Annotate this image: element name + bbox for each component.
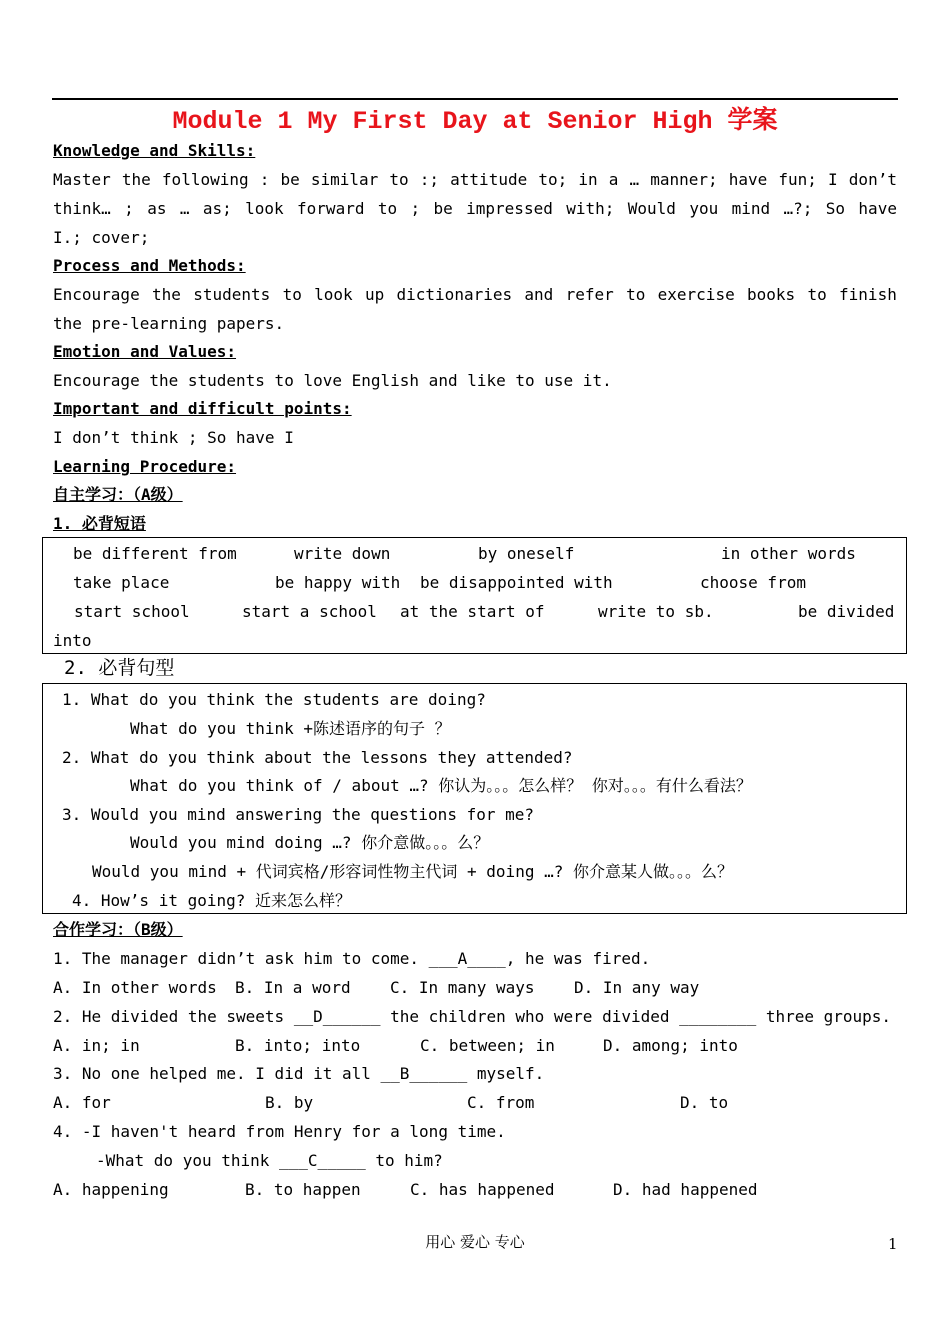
option: A. happening — [53, 1180, 169, 1199]
word: to — [626, 285, 646, 304]
phrase-item: be divided — [798, 602, 895, 621]
word: Would — [627, 199, 676, 218]
page-number: 1 — [888, 1235, 898, 1253]
sentence-line: Would you mind doing …? 你介意做。。。么？ — [130, 833, 490, 852]
option: D. had happened — [613, 1180, 758, 1199]
word: So — [825, 199, 846, 218]
word: look — [245, 199, 284, 218]
word: and — [524, 285, 554, 304]
word: … — [629, 170, 640, 189]
option: A. In other words — [53, 978, 217, 997]
question-4: 4. -I haven't heard from Henry for a long time. — [53, 1122, 506, 1141]
word: …?; — [783, 199, 813, 218]
word: :; — [419, 170, 440, 189]
phrase-item: in other words — [721, 544, 856, 563]
word: think… — [53, 199, 111, 218]
option: C. has happened — [410, 1180, 555, 1199]
option: C. from — [467, 1093, 535, 1112]
word: finish — [839, 285, 897, 304]
sentence-line: 3. Would you mind answering the questions for me? — [62, 805, 535, 824]
sentence-line: 4. How’s it going? 近来怎么样？ — [72, 891, 352, 910]
word: to; — [538, 170, 568, 189]
option: B. into; into — [235, 1036, 361, 1055]
word: impressed — [466, 199, 553, 218]
word: : — [259, 170, 270, 189]
phrase-item: be happy with — [275, 573, 401, 592]
knowledge-heading: Knowledge and Skills: — [53, 141, 256, 160]
word: ; — [124, 199, 134, 218]
word: look — [314, 285, 353, 304]
word: I — [828, 170, 838, 189]
option: C. between; in — [420, 1036, 555, 1055]
header-rule — [52, 98, 898, 100]
phrase-item: start a school — [242, 602, 377, 621]
option: D. to — [680, 1093, 729, 1112]
word: in — [578, 170, 598, 189]
option: D. among; into — [603, 1036, 738, 1055]
knowledge-line-3: I.; cover; — [53, 228, 150, 247]
self-study-heading: 自主学习：（A级） — [53, 485, 183, 504]
question-2: 2. He divided the sweets __D______ the children who were divided ________ three groups. — [53, 1007, 892, 1026]
word: to — [807, 285, 827, 304]
word: a — [608, 170, 619, 189]
word: the — [121, 170, 151, 189]
word: similar — [310, 170, 379, 189]
word: dictionaries — [396, 285, 513, 304]
word: with; — [566, 199, 615, 218]
word: don’t — [848, 170, 897, 189]
phrase-item: write down — [294, 544, 391, 563]
word: the — [152, 285, 181, 304]
word: as — [147, 199, 167, 218]
process-heading: Process and Methods: — [53, 256, 246, 275]
sentence-line: 1. What do you think the students are doing? — [62, 690, 486, 709]
word: to — [282, 285, 302, 304]
question-3: 3. No one helped me. I did it all __B______ myself. — [53, 1064, 545, 1083]
sentences-box — [42, 683, 907, 914]
knowledge-line-1 — [53, 170, 897, 190]
emotion-heading: Emotion and Values: — [53, 342, 237, 361]
word: as; — [202, 199, 232, 218]
option: B. to happen — [245, 1180, 361, 1199]
coop-heading: 合作学习：（B级） — [53, 920, 183, 939]
emotion-line-1: Encourage the students to love English and like to use it. — [53, 371, 612, 390]
word: to — [389, 170, 409, 189]
option: A. for — [53, 1093, 111, 1112]
phrase-item: start school — [74, 602, 190, 621]
word: up — [364, 285, 385, 304]
footer-text: 用心 爱心 专心 — [425, 1233, 525, 1251]
word: following — [161, 170, 249, 189]
phrase-item: take place — [73, 573, 170, 592]
word: Master — [53, 170, 111, 189]
procedure-heading: Learning Procedure: — [53, 457, 237, 476]
phrases-heading: 1. 必背短语 — [53, 514, 146, 533]
option: B. In a word — [235, 978, 351, 997]
process-line-2: the pre-learning papers. — [53, 314, 285, 333]
option: D. In any way — [574, 978, 700, 997]
important-heading: Important and difficult points: — [53, 399, 352, 418]
question-1: 1. The manager didn’t ask him to come. ___A____, he was fired. — [53, 949, 651, 968]
phrase-item: write to sb. — [598, 602, 714, 621]
phrase-item: be disappointed with — [420, 573, 613, 592]
knowledge-line-2 — [53, 199, 897, 219]
phrase-item: at the start of — [400, 602, 545, 621]
word: you — [689, 199, 719, 218]
phrases-box — [42, 537, 907, 654]
word: have — [728, 170, 768, 189]
page-title: Module 1 My First Day at Senior High 学案 — [172, 107, 778, 136]
option: B. by — [265, 1093, 314, 1112]
phrase-item: choose from — [700, 573, 806, 592]
word: attitude — [450, 170, 528, 189]
sentence-line: What do you think +陈述语序的句子 ？ — [130, 719, 451, 738]
phrase-item: be different from — [73, 544, 237, 563]
sentence-line: 2. What do you think about the lessons they attended? — [62, 748, 573, 767]
word: fun; — [778, 170, 817, 189]
word: ; — [410, 199, 421, 218]
word: refer — [565, 285, 614, 304]
option: A. in; in — [53, 1036, 140, 1055]
word: books — [747, 285, 796, 304]
word: to — [377, 199, 398, 218]
important-line-1: I don’t think ; So have I — [53, 428, 294, 447]
sentence-line: Would you mind + 代词宾格/形容词性物主代词 + doing …? 你介意某人做。。。么？ — [92, 862, 733, 881]
phrase-item: by oneself — [478, 544, 575, 563]
process-line-1 — [53, 285, 897, 305]
sentences-heading: 2. 必背句型 — [64, 657, 175, 679]
question-4-reply: -What do you think ___C_____ to him? — [96, 1151, 443, 1170]
word: forward — [297, 199, 365, 218]
word: students — [193, 285, 271, 304]
word: … — [179, 199, 190, 218]
word: have — [858, 199, 897, 218]
phrase-item: into — [53, 631, 92, 650]
word: be — [433, 199, 453, 218]
word: be — [280, 170, 300, 189]
word: Encourage — [53, 285, 140, 304]
word: manner; — [650, 170, 718, 189]
word: mind — [731, 199, 771, 218]
word: exercise — [657, 285, 735, 304]
option: C. In many ways — [390, 978, 535, 997]
sentence-line: What do you think of / about …? 你认为。。。怎么样？ 你对。。。有什么看法？ — [130, 776, 752, 795]
